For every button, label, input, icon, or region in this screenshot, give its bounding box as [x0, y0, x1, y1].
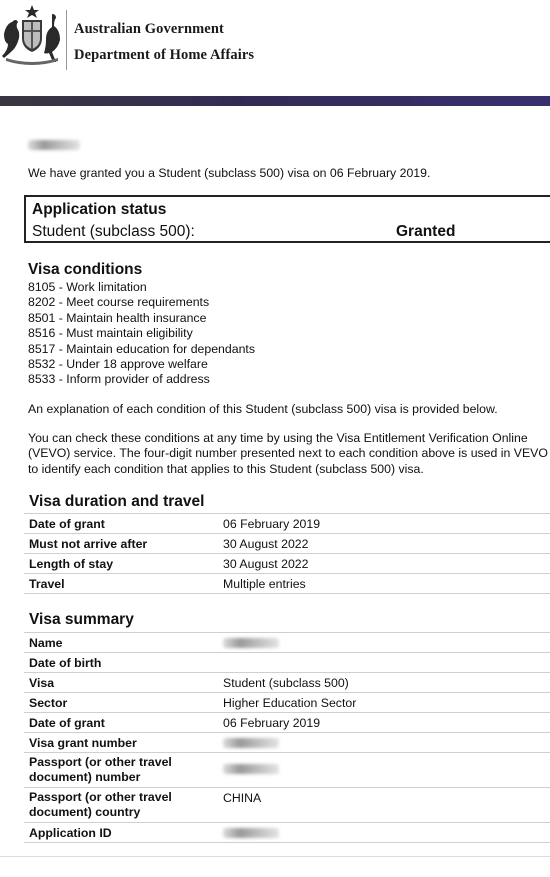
table-row [24, 653, 550, 673]
row-label: Application ID [24, 823, 218, 843]
redacted-name [223, 638, 279, 648]
condition-item: 8202 - Meet course requirements [28, 295, 210, 310]
table-row [24, 788, 550, 823]
row-value: 06 February 2019 [218, 514, 550, 534]
row-value [218, 633, 550, 653]
application-status-value: Granted [396, 223, 456, 240]
application-status-label: Student (subclass 500): [32, 223, 195, 240]
condition-item: 8533 - Inform provider of address [28, 372, 210, 387]
redacted-application-id [223, 828, 279, 838]
row-label: Visa grant number [24, 733, 218, 753]
grant-notice: We have granted you a Student (subclass 500) visa on 06 February 2019. [28, 166, 431, 180]
row-value: CHINA [218, 788, 550, 823]
row-label: Sector [24, 693, 218, 713]
visa-conditions-list [28, 280, 255, 388]
department-name: Department of Home Affairs [74, 47, 255, 63]
redacted-grant-number [223, 738, 279, 748]
condition-item: 8516 - Must maintain eligibility [28, 326, 193, 341]
table-row [24, 514, 550, 534]
table-row [24, 554, 550, 574]
row-value: 30 August 2022 [218, 554, 550, 574]
visa-conditions-title: Visa conditions [28, 261, 143, 278]
row-value: Student (subclass 500) [218, 673, 550, 693]
row-value [218, 653, 550, 673]
table-row [24, 713, 550, 733]
table-row [24, 693, 550, 713]
row-value [218, 753, 550, 788]
summary-table [24, 632, 550, 843]
row-label: Date of grant [24, 713, 218, 733]
coat-of-arms-icon [0, 4, 64, 66]
row-label: Passport (or other travel document) number [24, 753, 218, 788]
row-label: Length of stay [24, 554, 218, 574]
row-value [218, 823, 550, 843]
page-edge [0, 856, 550, 857]
vevo-note: You can check these conditions at any time by using the Visa Entitlement Verification Online (VEVO) service. The four-digit number presented next to each condition above is used in VEVO to identify each condition that applies to this Student (subclass 500) visa. [28, 431, 548, 476]
table-row [24, 823, 550, 843]
duration-section-title: Visa duration and travel [29, 493, 205, 510]
condition-item: 8501 - Maintain health insurance [28, 310, 207, 325]
row-value: Higher Education Sector [218, 693, 550, 713]
row-label: Date of birth [24, 653, 218, 673]
row-value: Multiple entries [218, 574, 550, 594]
duration-table [24, 513, 550, 594]
condition-item: 8517 - Maintain education for dependants [28, 341, 255, 356]
summary-section-title: Visa summary [29, 611, 134, 628]
application-status-box [24, 195, 550, 243]
table-row [24, 534, 550, 554]
table-row [24, 633, 550, 653]
government-name: Australian Government [74, 21, 224, 37]
conditions-explanation: An explanation of each condition of this Student (subclass 500) visa is provided below. [28, 402, 498, 416]
row-label: Travel [24, 574, 218, 594]
condition-item: 8105 - Work limitation [28, 280, 147, 294]
application-status-title: Application status [32, 201, 167, 218]
condition-item: 8532 - Under 18 approve welfare [28, 357, 208, 372]
row-label: Date of grant [24, 514, 218, 534]
redacted-recipient-name [28, 140, 80, 150]
row-label: Visa [24, 673, 218, 693]
row-value: 06 February 2019 [218, 713, 550, 733]
table-row [24, 753, 550, 788]
row-label: Name [24, 633, 218, 653]
row-label: Must not arrive after [24, 534, 218, 554]
row-label: Passport (or other travel document) country [24, 788, 218, 823]
redacted-passport-number [223, 764, 279, 774]
table-row [24, 733, 550, 753]
table-row [24, 673, 550, 693]
header-band [0, 96, 550, 106]
letterhead [0, 0, 550, 96]
header-divider [66, 10, 67, 70]
row-value [218, 733, 550, 753]
table-row [24, 574, 550, 594]
row-value: 30 August 2022 [218, 534, 550, 554]
